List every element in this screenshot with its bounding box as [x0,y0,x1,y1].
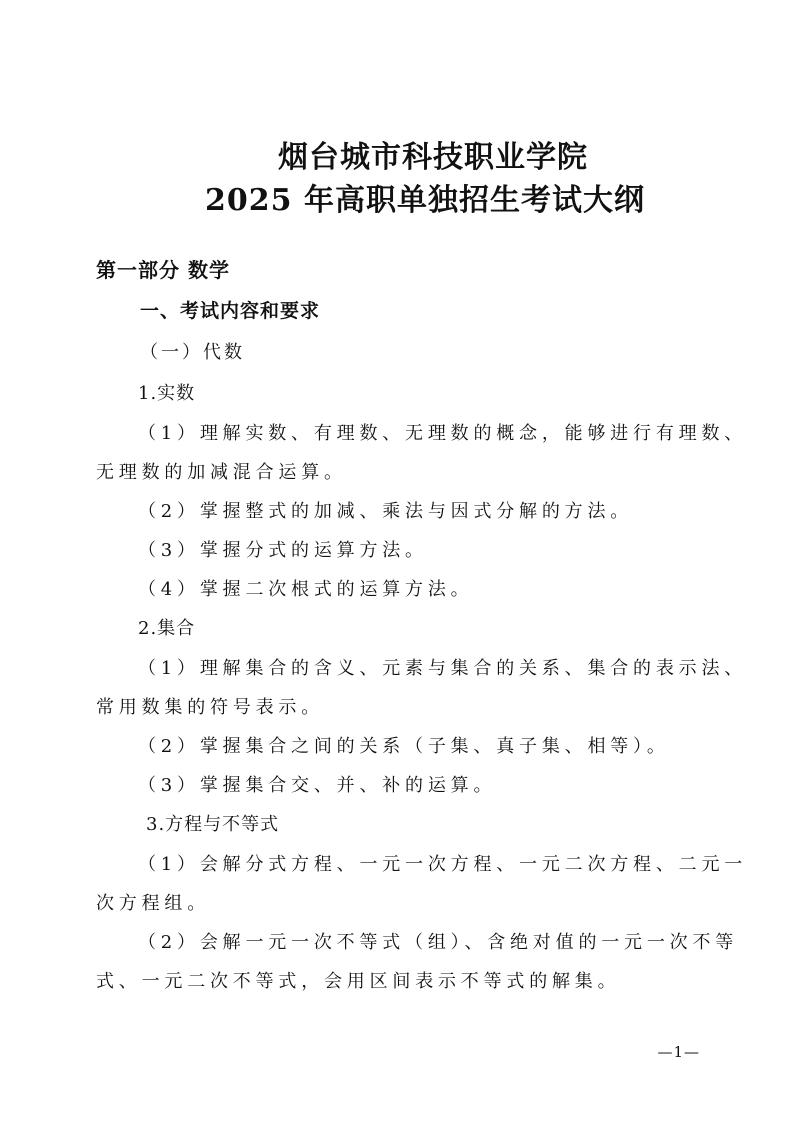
paragraph-line: （3）掌握集合交、并、补的运算。 [138,775,497,796]
paragraph-line: （3）掌握分式的运算方法。 [138,540,428,561]
paragraph-line: （1）理解集合的含义、元素与集合的关系、集合的表示法、 [138,658,748,679]
page-number: —1— [657,1043,700,1061]
paragraph-line: 次方程组。 [96,893,210,914]
part-heading: 第一部分 数学 [96,258,230,282]
topic-heading-real-numbers: 1.实数 [138,383,196,404]
document-title-line1: 烟台城市科技职业学院 [278,140,588,175]
paragraph-line: （1）理解实数、有理数、无理数的概念，能够进行有理数、 [138,423,748,444]
paragraph-line: 式、一元二次不等式，会用区间表示不等式的解集。 [96,971,621,992]
paragraph-line: 无理数的加减混合运算。 [96,462,347,483]
paragraph-line: （2）掌握集合之间的关系（子集、真子集、相等）。 [138,736,670,757]
paragraph-line: （1）会解分式方程、一元一次方程、一元二次方程、二元一 [138,854,748,875]
subsection-heading: （一）代数 [140,342,245,363]
paragraph-line: （2）掌握整式的加减、乘法与因式分解的方法。 [138,501,634,522]
paragraph-line: 常用数集的符号表示。 [96,697,324,718]
document-title-line2: 2025 年高职单独招生考试大纲 [205,183,645,218]
paragraph-line: （4）掌握二次根式的运算方法。 [138,579,474,600]
topic-heading-sets: 2.集合 [138,618,196,639]
topic-heading-equations: 3.方程与不等式 [146,814,280,835]
paragraph-line: （2）会解一元一次不等式（组）、含绝对值的一元一次不等 [138,932,739,953]
section-heading: 一、考试内容和要求 [140,300,321,322]
